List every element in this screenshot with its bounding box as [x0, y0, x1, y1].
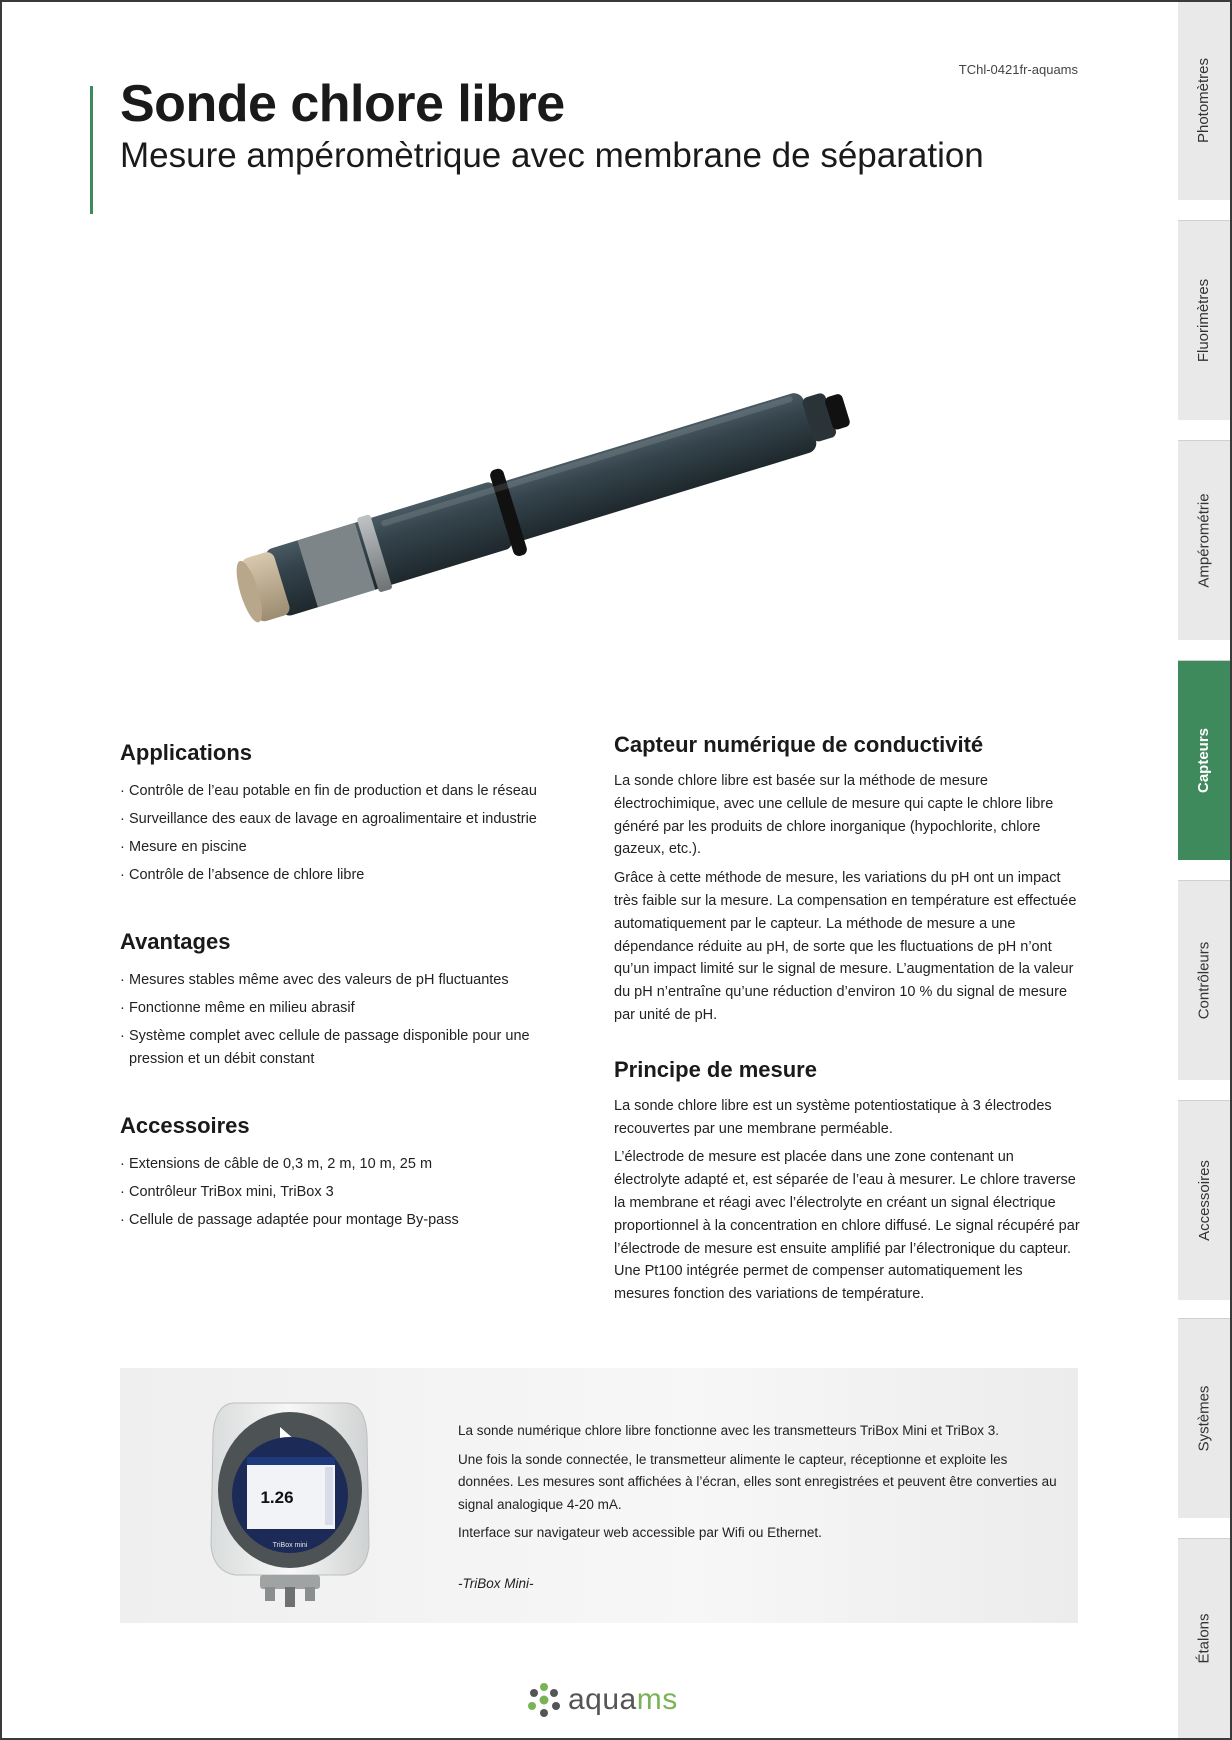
applications-section	[120, 740, 560, 887]
tab-label: Contrôleurs	[1195, 941, 1213, 1020]
applications-list	[120, 780, 560, 887]
accessoires-list	[120, 1153, 560, 1232]
tribox-mini-image	[205, 1395, 375, 1610]
capteur-section	[614, 732, 1080, 1027]
avantages-heading: Avantages	[120, 929, 231, 954]
tab-systemes[interactable]	[1178, 1318, 1230, 1518]
tab-controleurs[interactable]	[1178, 880, 1230, 1080]
applications-heading: Applications	[120, 740, 253, 765]
principe-section	[614, 1057, 1080, 1306]
principe-heading: Principe de mesure	[614, 1056, 817, 1082]
list-item: · Mesure en piscine	[120, 836, 560, 859]
list-item: · Contrôleur TriBox mini, TriBox 3	[120, 1181, 560, 1204]
title-accent-bar	[90, 86, 93, 214]
chlorine-probe-image	[220, 352, 910, 632]
device-reading: 1.26	[260, 1488, 294, 1507]
list-item: · Surveillance des eaux de lavage en agroalimentaire et industrie	[120, 808, 560, 831]
paragraph: L’électrode de mesure est placée dans une zone contenant un électrolyte adapté et, est séparée de l’eau à mesurer. Le chlore traverse la membrane et réagi avec l’électrolyte en créant un signal électrique proportionnel à la concentration en chlore diffusé. Le signal récupéré par l’électrode de mesure est ensuite amplifié par l’électronique du capteur. Une Pt100 intégrée permet de compenser automatiquement les mesures fonction des variations de température.	[614, 1149, 1080, 1303]
tab-amperometrie[interactable]	[1178, 440, 1230, 640]
aquams-logo	[526, 1682, 678, 1718]
tab-label: Étalons	[1195, 1613, 1213, 1664]
tab-label: Photomètres	[1195, 57, 1213, 144]
list-item: · Contrôle de l’eau potable en fin de production et dans le réseau	[120, 780, 560, 803]
accessoires-section	[120, 1113, 560, 1232]
tab-label: Systèmes	[1195, 1385, 1213, 1452]
paragraph: La sonde numérique chlore libre fonctionne avec les transmetteurs TriBox Mini et TriBox 3.	[458, 1423, 1000, 1438]
info-text	[458, 1420, 1058, 1601]
tab-label: Fluorimètres	[1195, 278, 1213, 363]
tab-label: Ampérométrie	[1195, 493, 1213, 588]
paragraph: Une fois la sonde connectée, le transmetteur alimente le capteur, réceptionne et exploite les données. Les mesures sont affichées à l’écran, elles sont enregistrées et peuvent être converties au signal analogique 4-20 mA.	[458, 1451, 1057, 1512]
tab-etalons[interactable]	[1178, 1538, 1230, 1738]
page-title: Sonde chlore libre	[120, 75, 565, 133]
list-item: · Cellule de passage adaptée pour montage By-pass	[120, 1209, 560, 1232]
tab-label: Capteurs	[1195, 727, 1213, 794]
page-subtitle: Mesure ampéromètrique avec membrane de séparation	[120, 136, 984, 175]
aquams-logo-text: aquams	[568, 1683, 678, 1716]
paragraph: Interface sur navigateur web accessible par Wifi ou Ethernet.	[458, 1525, 822, 1540]
document-code: TChl-0421fr-aquams	[958, 62, 1078, 77]
left-column	[120, 740, 560, 1274]
list-item: · Contrôle de l’absence de chlore libre	[120, 864, 560, 887]
aquams-logo-icon	[526, 1682, 562, 1718]
tab-fluorimetres[interactable]	[1178, 220, 1230, 420]
list-item: · Mesures stables même avec des valeurs de pH fluctuantes	[120, 969, 560, 992]
paragraph: La sonde chlore libre est un système potentiostatique à 3 électrodes recouvertes par une membrane perméable.	[614, 1097, 1052, 1137]
image-caption: -TriBox Mini-	[458, 1575, 534, 1591]
accessoires-heading: Accessoires	[120, 1113, 250, 1138]
right-column	[614, 732, 1080, 1336]
capteur-heading: Capteur numérique de conductivité	[614, 732, 984, 757]
list-item: · Système complet avec cellule de passage disponible pour une pression et un débit constant	[120, 1025, 560, 1071]
tab-accessoires[interactable]	[1178, 1100, 1230, 1300]
tab-label: Accessoires	[1195, 1160, 1213, 1241]
tab-photometres[interactable]	[1178, 0, 1230, 200]
avantages-section	[120, 929, 560, 1071]
device-label: TriBox mini	[272, 1542, 308, 1549]
paragraph: Grâce à cette méthode de mesure, les variations du pH ont un impact très faible sur la mesure. La compensation en température est effectuée automatiquement par le capteur. La méthode de mesure a une dépendance réduite au pH, de sorte que les fluctuations de pH n’ont qu’un impact limité sur le signal de mesure. L’augmentation de la valeur du pH n’entraîne qu’une réduction d’environ 10 % du signal de mesure par unité de pH.	[614, 870, 1077, 1023]
paragraph: La sonde chlore libre est basée sur la méthode de mesure électrochimique, avec une cellule de mesure qui capte le chlore libre généré par les produits de chlore inorganique (hypochlorite, chlore gazeux, etc.).	[614, 773, 1054, 858]
tab-capteurs[interactable]	[1178, 660, 1230, 860]
list-item: · Fonctionne même en milieu abrasif	[120, 997, 560, 1020]
list-item: · Extensions de câble de 0,3 m, 2 m, 10 m, 25 m	[120, 1153, 560, 1176]
avantages-list	[120, 969, 560, 1071]
